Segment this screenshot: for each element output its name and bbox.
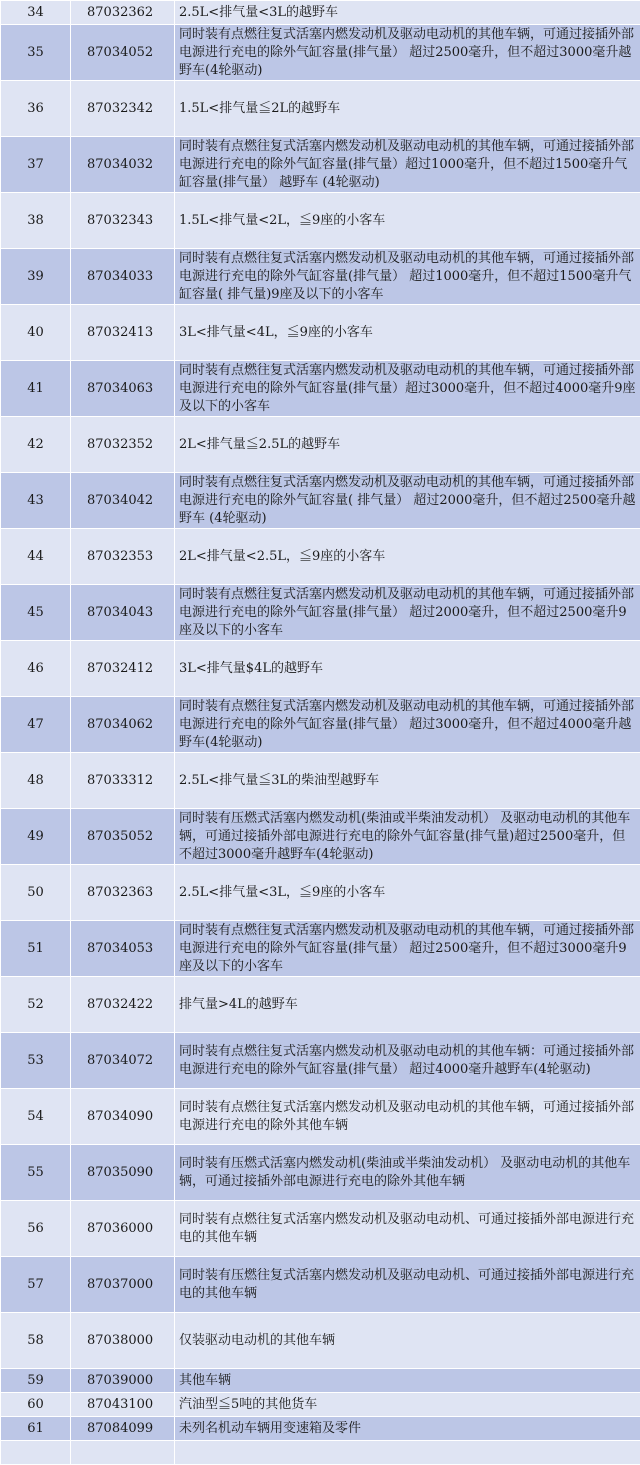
table-row — [1, 753, 640, 809]
tariff-code: 87034032 — [71, 137, 175, 193]
tariff-code: 87035052 — [71, 809, 175, 865]
goods-description: 同时装有点燃往复式活塞内燃发动机及驱动电动机的其他车辆，可通过接插外部电源进行充电的除外气缸容量(排气量） 超过1000毫升，但不超过1500毫升气缸容量( 排气量)9座及以下的小客车 — [175, 249, 640, 305]
table-row — [1, 1033, 640, 1089]
table-row — [1, 25, 640, 81]
table-row — [1, 1417, 640, 1441]
table-row — [1, 1313, 640, 1369]
tariff-code: 87033312 — [71, 753, 175, 809]
row-index: 42 — [1, 417, 71, 473]
row-index: 44 — [1, 529, 71, 585]
row-index: 41 — [1, 361, 71, 417]
goods-description: 同时装有点燃往复式活塞内燃发动机及驱动电动机的其他车辆，可通过接插外部电源进行充电的除外气缸容量(排气量） 超过2000毫升，但不超过2500毫升9座及以下的小客车 — [175, 585, 640, 641]
goods-description: 同时装有点燃往复式活塞内燃发动机及驱动电动机的其他车辆，可通过接插外部电源进行充电的除外气缸容量(排气量） 超过2500毫升，但不超过3000毫升9座及以下的小客车 — [175, 921, 640, 977]
tariff-code: 87038000 — [71, 1313, 175, 1369]
goods-description: 3L<排气量$4L的越野车 — [175, 641, 640, 697]
row-index: 60 — [1, 1393, 71, 1417]
row-index: 36 — [1, 81, 71, 137]
tariff-code: 87043100 — [71, 1393, 175, 1417]
tariff-code: 87032343 — [71, 193, 175, 249]
goods-description: 未列名机动车辆用变速箱及零件 — [175, 1417, 640, 1441]
row-index: 45 — [1, 585, 71, 641]
tariff-code: 87032353 — [71, 529, 175, 585]
goods-description: 2.5L<排气量≦3L的柴油型越野车 — [175, 753, 640, 809]
table-row — [1, 1145, 640, 1201]
table-row — [1, 249, 640, 305]
table-row — [1, 1201, 640, 1257]
table-row — [1, 697, 640, 753]
table-row — [1, 193, 640, 249]
table-row — [1, 137, 640, 193]
goods-description: 同时装有点燃往复式活塞内燃发动机及驱动电动机、可通过接插外部电源进行充电的其他车辆 — [175, 1201, 640, 1257]
table-row — [1, 977, 640, 1033]
row-index: 39 — [1, 249, 71, 305]
tariff-code: 87034062 — [71, 697, 175, 753]
tariff-code: 87034042 — [71, 473, 175, 529]
row-index: 59 — [1, 1369, 71, 1393]
goods-description: 1.5L<排气量<2L，≦9座的小客车 — [175, 193, 640, 249]
table-row — [1, 361, 640, 417]
tariff-table-body — [1, 1, 640, 1465]
tariff-code: 87032412 — [71, 641, 175, 697]
table-row — [1, 641, 640, 697]
goods-description: 排气量>4L的越野车 — [175, 977, 640, 1033]
row-index: 35 — [1, 25, 71, 81]
row-index: 46 — [1, 641, 71, 697]
table-row — [1, 473, 640, 529]
row-index — [1, 1441, 71, 1465]
tariff-code: 87032422 — [71, 977, 175, 1033]
table-row — [1, 1089, 640, 1145]
tariff-code: 87032362 — [71, 1, 175, 25]
tariff-code: 87034043 — [71, 585, 175, 641]
tariff-code: 87032352 — [71, 417, 175, 473]
table-row — [1, 1393, 640, 1417]
row-index: 43 — [1, 473, 71, 529]
goods-description: 同时装有点燃往复式活塞内燃发动机及驱动电动机的其他车辆，可通过接插外部电源进行充电的除外其他车辆 — [175, 1089, 640, 1145]
row-index: 56 — [1, 1201, 71, 1257]
tariff-code: 87032413 — [71, 305, 175, 361]
tariff-code: 87034072 — [71, 1033, 175, 1089]
tariff-code: 87084099 — [71, 1417, 175, 1441]
goods-description: 同时装有压燃式活塞内燃发动机(柴油或半柴油发动机） 及驱动电动机的其他车辆，可通过接插外部电源进行充电的除外其他车辆 — [175, 1145, 640, 1201]
tariff-code: 87037000 — [71, 1257, 175, 1313]
goods-description: 同时装有压燃式活塞内燃发动机(柴油或半柴油发动机） 及驱动电动机的其他车辆，可通过接插外部电源进行充电的除外气缸容量(排气量)超过2500毫升，但不超过3000毫升越野车(4轮驱动) — [175, 809, 640, 865]
row-index: 50 — [1, 865, 71, 921]
goods-description: 同时装有压燃往复式活塞内燃发动机及驱动电动机、可通过接插外部电源进行充电的其他车辆 — [175, 1257, 640, 1313]
goods-description: 同时装有点燃往复式活塞内燃发动机及驱动电动机的其他车辆，可通过接插外部电源进行充电的除外气缸容量(排气量）超过3000毫升，但不超过4000毫升9座及以下的小客车 — [175, 361, 640, 417]
table-row — [1, 529, 640, 585]
goods-description: 同时装有点燃往复式活塞内燃发动机及驱动电动机的其他车辆，可通过接插外部电源进行充电的除外气缸容量( 排气量） 超过2000毫升，但不超过2500毫升越野车 (4轮驱动) — [175, 473, 640, 529]
table-row — [1, 865, 640, 921]
table-row — [1, 585, 640, 641]
goods-description — [175, 1441, 640, 1465]
tariff-code: 87034063 — [71, 361, 175, 417]
row-index: 38 — [1, 193, 71, 249]
table-row — [1, 81, 640, 137]
table-row — [1, 1257, 640, 1313]
table-row — [1, 417, 640, 473]
tariff-code: 87032363 — [71, 865, 175, 921]
table-row — [1, 809, 640, 865]
tariff-code: 87034053 — [71, 921, 175, 977]
row-index: 47 — [1, 697, 71, 753]
table-row — [1, 305, 640, 361]
table-row — [1, 1, 640, 25]
row-index: 52 — [1, 977, 71, 1033]
tariff-code: 87034033 — [71, 249, 175, 305]
goods-description: 1.5L<排气量≦2L的越野车 — [175, 81, 640, 137]
row-index: 53 — [1, 1033, 71, 1089]
tariff-code: 87039000 — [71, 1369, 175, 1393]
row-index: 55 — [1, 1145, 71, 1201]
goods-description: 2.5L<排气量<3L，≦9座的小客车 — [175, 865, 640, 921]
row-index: 48 — [1, 753, 71, 809]
row-index: 34 — [1, 1, 71, 25]
tariff-code — [71, 1441, 175, 1465]
goods-description: 其他车辆 — [175, 1369, 640, 1393]
goods-description: 汽油型≦5吨的其他货车 — [175, 1393, 640, 1417]
row-index: 61 — [1, 1417, 71, 1441]
table-row — [1, 1441, 640, 1465]
goods-description: 同时装有点燃往复式活塞内燃发动机及驱动电动机的其他车辆，可通过接插外部电源进行充电的除外气缸容量(排气量）超过1000毫升，但不超过1500毫升气缸容量(排气量） 越野车 (4轮驱动) — [175, 137, 640, 193]
row-index: 49 — [1, 809, 71, 865]
table-row — [1, 921, 640, 977]
goods-description: 2L<排气量<2.5L，≦9座的小客车 — [175, 529, 640, 585]
row-index: 40 — [1, 305, 71, 361]
row-index: 51 — [1, 921, 71, 977]
goods-description: 同时装有点燃往复式活塞内燃发动机及驱动电动机的其他车辆，可通过接插外部电源进行充电的除外气缸容量(排气量） 超过2500毫升，但不超过3000毫升越野车(4轮驱动) — [175, 25, 640, 81]
row-index: 54 — [1, 1089, 71, 1145]
tariff-code: 87034052 — [71, 25, 175, 81]
goods-description: 仅装驱动电动机的其他车辆 — [175, 1313, 640, 1369]
row-index: 57 — [1, 1257, 71, 1313]
goods-description: 3L<排气量<4L，≦9座的小客车 — [175, 305, 640, 361]
tariff-code: 87032342 — [71, 81, 175, 137]
goods-description: 2L<排气量≦2.5L的越野车 — [175, 417, 640, 473]
tariff-code: 87035090 — [71, 1145, 175, 1201]
tariff-code: 87036000 — [71, 1201, 175, 1257]
tariff-code: 87034090 — [71, 1089, 175, 1145]
table-row — [1, 1369, 640, 1393]
goods-description: 同时装有点燃往复式活塞内燃发动机及驱动电动机的其他车辆，可通过接插外部电源进行充电的除外气缸容量(排气量） 超过3000毫升，但不超过4000毫升越野车(4轮驱动) — [175, 697, 640, 753]
row-index: 37 — [1, 137, 71, 193]
goods-description: 2.5L<排气量<3L的越野车 — [175, 1, 640, 25]
row-index: 58 — [1, 1313, 71, 1369]
goods-description: 同时装有点燃往复式活塞内燃发动机及驱动电动机的其他车辆：可通过接插外部电源进行充电的除外气缸容量(排气量） 超过4000毫升越野车(4轮驱动) — [175, 1033, 640, 1089]
